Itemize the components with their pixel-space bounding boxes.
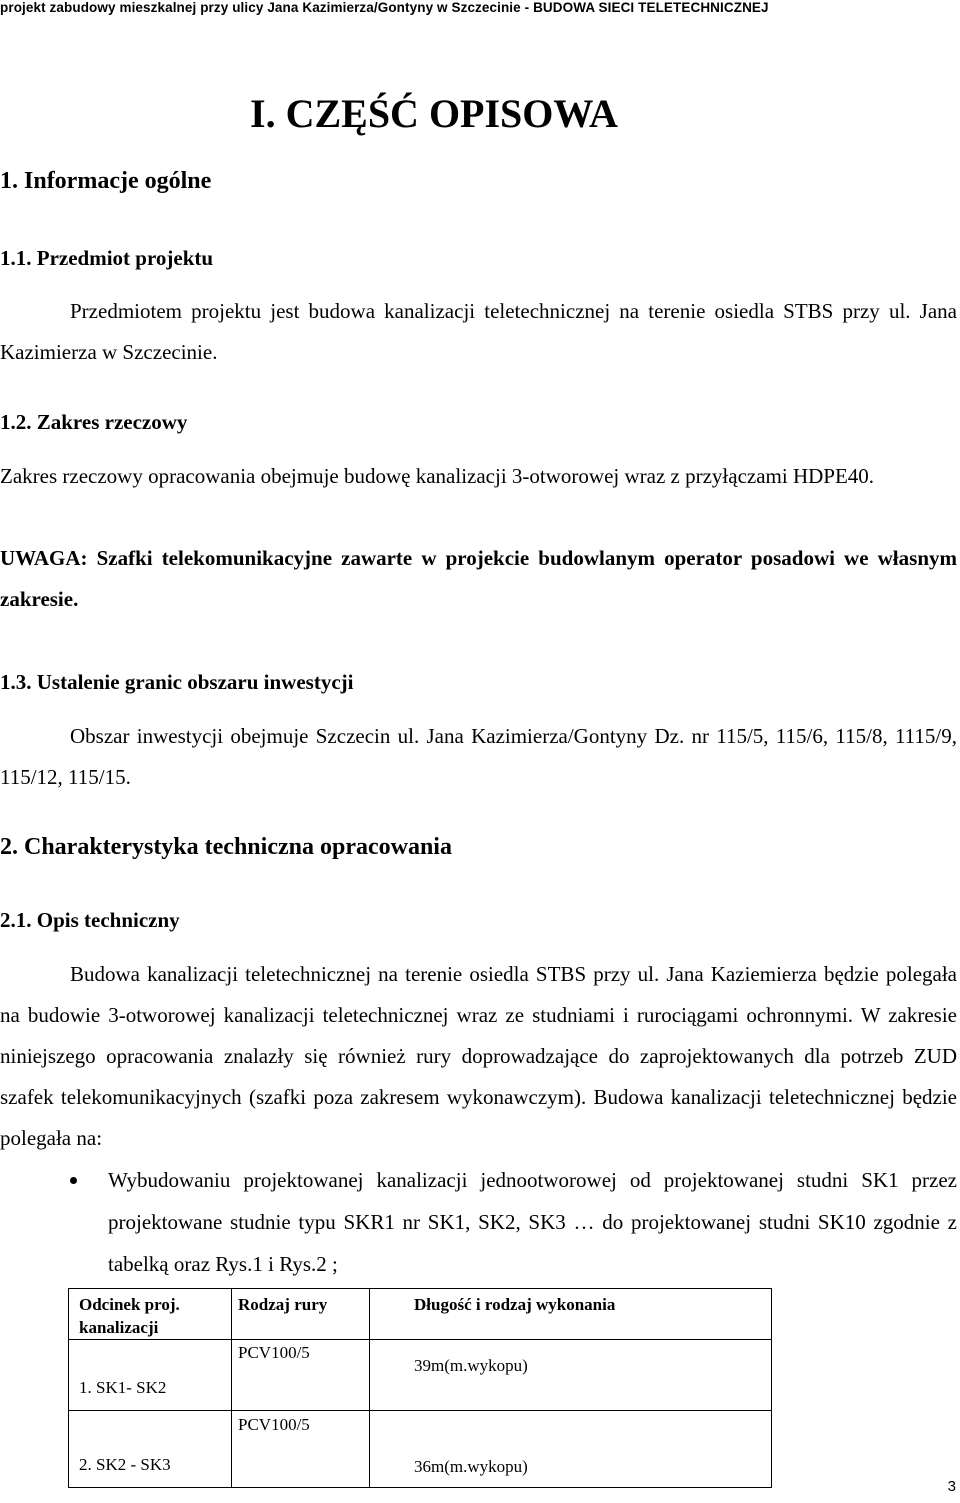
- running-header: projekt zabudowy mieszkalnej przy ulicy Jana Kazimierza/Gontyny w Szczecinie - BUDOWA SIECI TELETECHNICZNEJ: [0, 0, 769, 15]
- section-1-heading: 1. Informacje ogólne: [0, 168, 212, 194]
- section-1-3-heading: 1.3. Ustalenie granic obszaru inwestycji: [0, 670, 354, 694]
- table-cell: PCV100/5: [232, 1340, 370, 1411]
- section-1-1-heading: 1.1. Przedmiot projektu: [0, 246, 214, 270]
- pipe-table: [68, 1288, 772, 1488]
- section-2-1-body: Budowa kanalizacji teletechnicznej na terenie osiedla STBS przy ul. Jana Kaziemierza będzie polegała na budowie 3-otworowej kanalizacji teletechnicznej wraz ze studniami i rurociągami ochronnymi. W zakresie niniejszego opracowania znalazły się również rury doprowadzające do zaprojektowanych dla potrzeb ZUD szafek telekomunikacyjnych (szafki poza zakresem wykonawczym). Budowa kanalizacji teletechnicznej będzie polegała na:: [0, 962, 957, 1150]
- table-row: [69, 1411, 772, 1488]
- uwaga-note: UWAGA: Szafki telekomunikacyjne zawarte w projekcie budowlanym operator posadowi we własnym zakresie.: [0, 546, 957, 611]
- table-cell: PCV100/5: [232, 1411, 370, 1488]
- table-header-cell: Odcinek proj. kanalizacji: [69, 1289, 232, 1340]
- table-header-cell: Rodzaj rury: [232, 1289, 370, 1340]
- bullet-icon: [70, 1177, 77, 1184]
- table-cell: 39m(m.wykopu): [370, 1340, 772, 1411]
- section-2-1-text: [0, 954, 957, 1159]
- section-1-2-text: Zakres rzeczowy opracowania obejmuje budowę kanalizacji 3-otworowej wraz z przyłączami HDPE40.: [0, 464, 875, 488]
- list-item-text: Wybudowaniu projektowanej kanalizacji jednootworowej od projektowanej studni SK1 przez projektowane studnie typu SKR1 nr SK1, SK2, SK3 … do projektowanej studni SK10 zgodnie z tabelką oraz Rys.1 i Rys.2 ;: [108, 1168, 957, 1276]
- table-cell: 2. SK2 - SK3: [69, 1411, 232, 1488]
- section-1-3-body: Obszar inwestycji obejmuje Szczecin ul. Jana Kazimierza/Gontyny Dz. nr 115/5, 115/6, 115/8, 1115/9, 115/12, 115/15.: [0, 724, 957, 789]
- list-item: [0, 1159, 957, 1285]
- section-1-2-heading: 1.2. Zakres rzeczowy: [0, 410, 188, 434]
- table-cell: 36m(m.wykopu): [370, 1411, 772, 1488]
- table-row: [69, 1340, 772, 1411]
- table-header-row: [69, 1289, 772, 1340]
- part-title: I. CZĘŚĆ OPISOWA: [250, 91, 618, 136]
- bullet-list: [0, 1159, 957, 1285]
- section-1-3-text: [0, 716, 957, 798]
- page-number: 3: [947, 1478, 956, 1495]
- table-header-cell: Długość i rodzaj wykonania: [370, 1289, 772, 1340]
- section-1-1-body: Przedmiotem projektu jest budowa kanalizacji teletechnicznej na terenie osiedla STBS przy ul. Jana Kazimierza w Szczecinie.: [0, 299, 957, 364]
- section-2-1-heading: 2.1. Opis techniczny: [0, 908, 180, 932]
- table-cell: 1. SK1- SK2: [69, 1340, 232, 1411]
- section-2-heading: 2. Charakterystyka techniczna opracowania: [0, 834, 452, 860]
- section-1-1-text: [0, 291, 957, 373]
